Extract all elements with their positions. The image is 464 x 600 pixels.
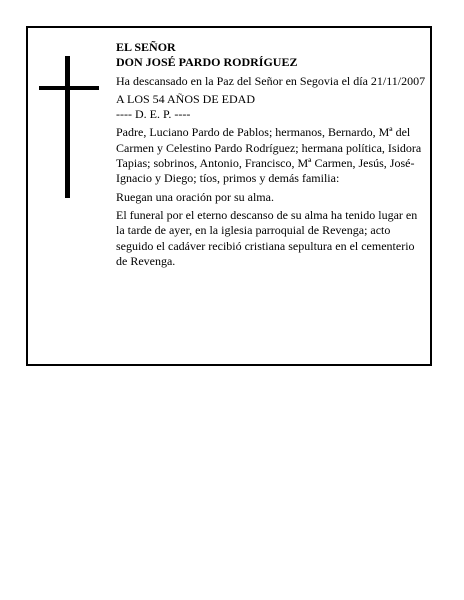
deceased-name: DON JOSÉ PARDO RODRÍGUEZ: [116, 55, 298, 70]
obituary-notice: [26, 26, 432, 366]
cross-horizontal-bar: [39, 86, 99, 90]
rip-line: ---- D. E. P. ----: [116, 107, 191, 122]
funeral-paragraph: El funeral por el eterno descanso de su alma ha tenido lugar en la tarde de ayer, en la iglesia parroquial de Revenga; acto seguido el cadáver recibió cristiana sepultura en el cementerio de Revenga.: [116, 207, 418, 268]
obituary-text: [116, 40, 426, 269]
age-line: A LOS 54 AÑOS DE EDAD: [116, 91, 256, 106]
cross-icon: [39, 56, 99, 198]
heading-line-1: EL SEÑOR: [116, 40, 176, 54]
cross-vertical-bar: [65, 56, 70, 198]
family-paragraph: Padre, Luciano Pardo de Pablos; hermanos, Bernardo, Mª del Carmen y Celestino Pardo Rodríguez; hermana política, Isidora Tapias; sobrinos, Antonio, Francisco, Mª Carmen, Jesús, José-Ignacio y Diego; tíos, primos y demás familia:: [116, 125, 422, 186]
prayer-request: Ruegan una oración por su alma.: [116, 189, 274, 204]
death-info: Ha descansado en la Paz del Señor en Segovia el día 21/11/2007: [116, 73, 426, 88]
